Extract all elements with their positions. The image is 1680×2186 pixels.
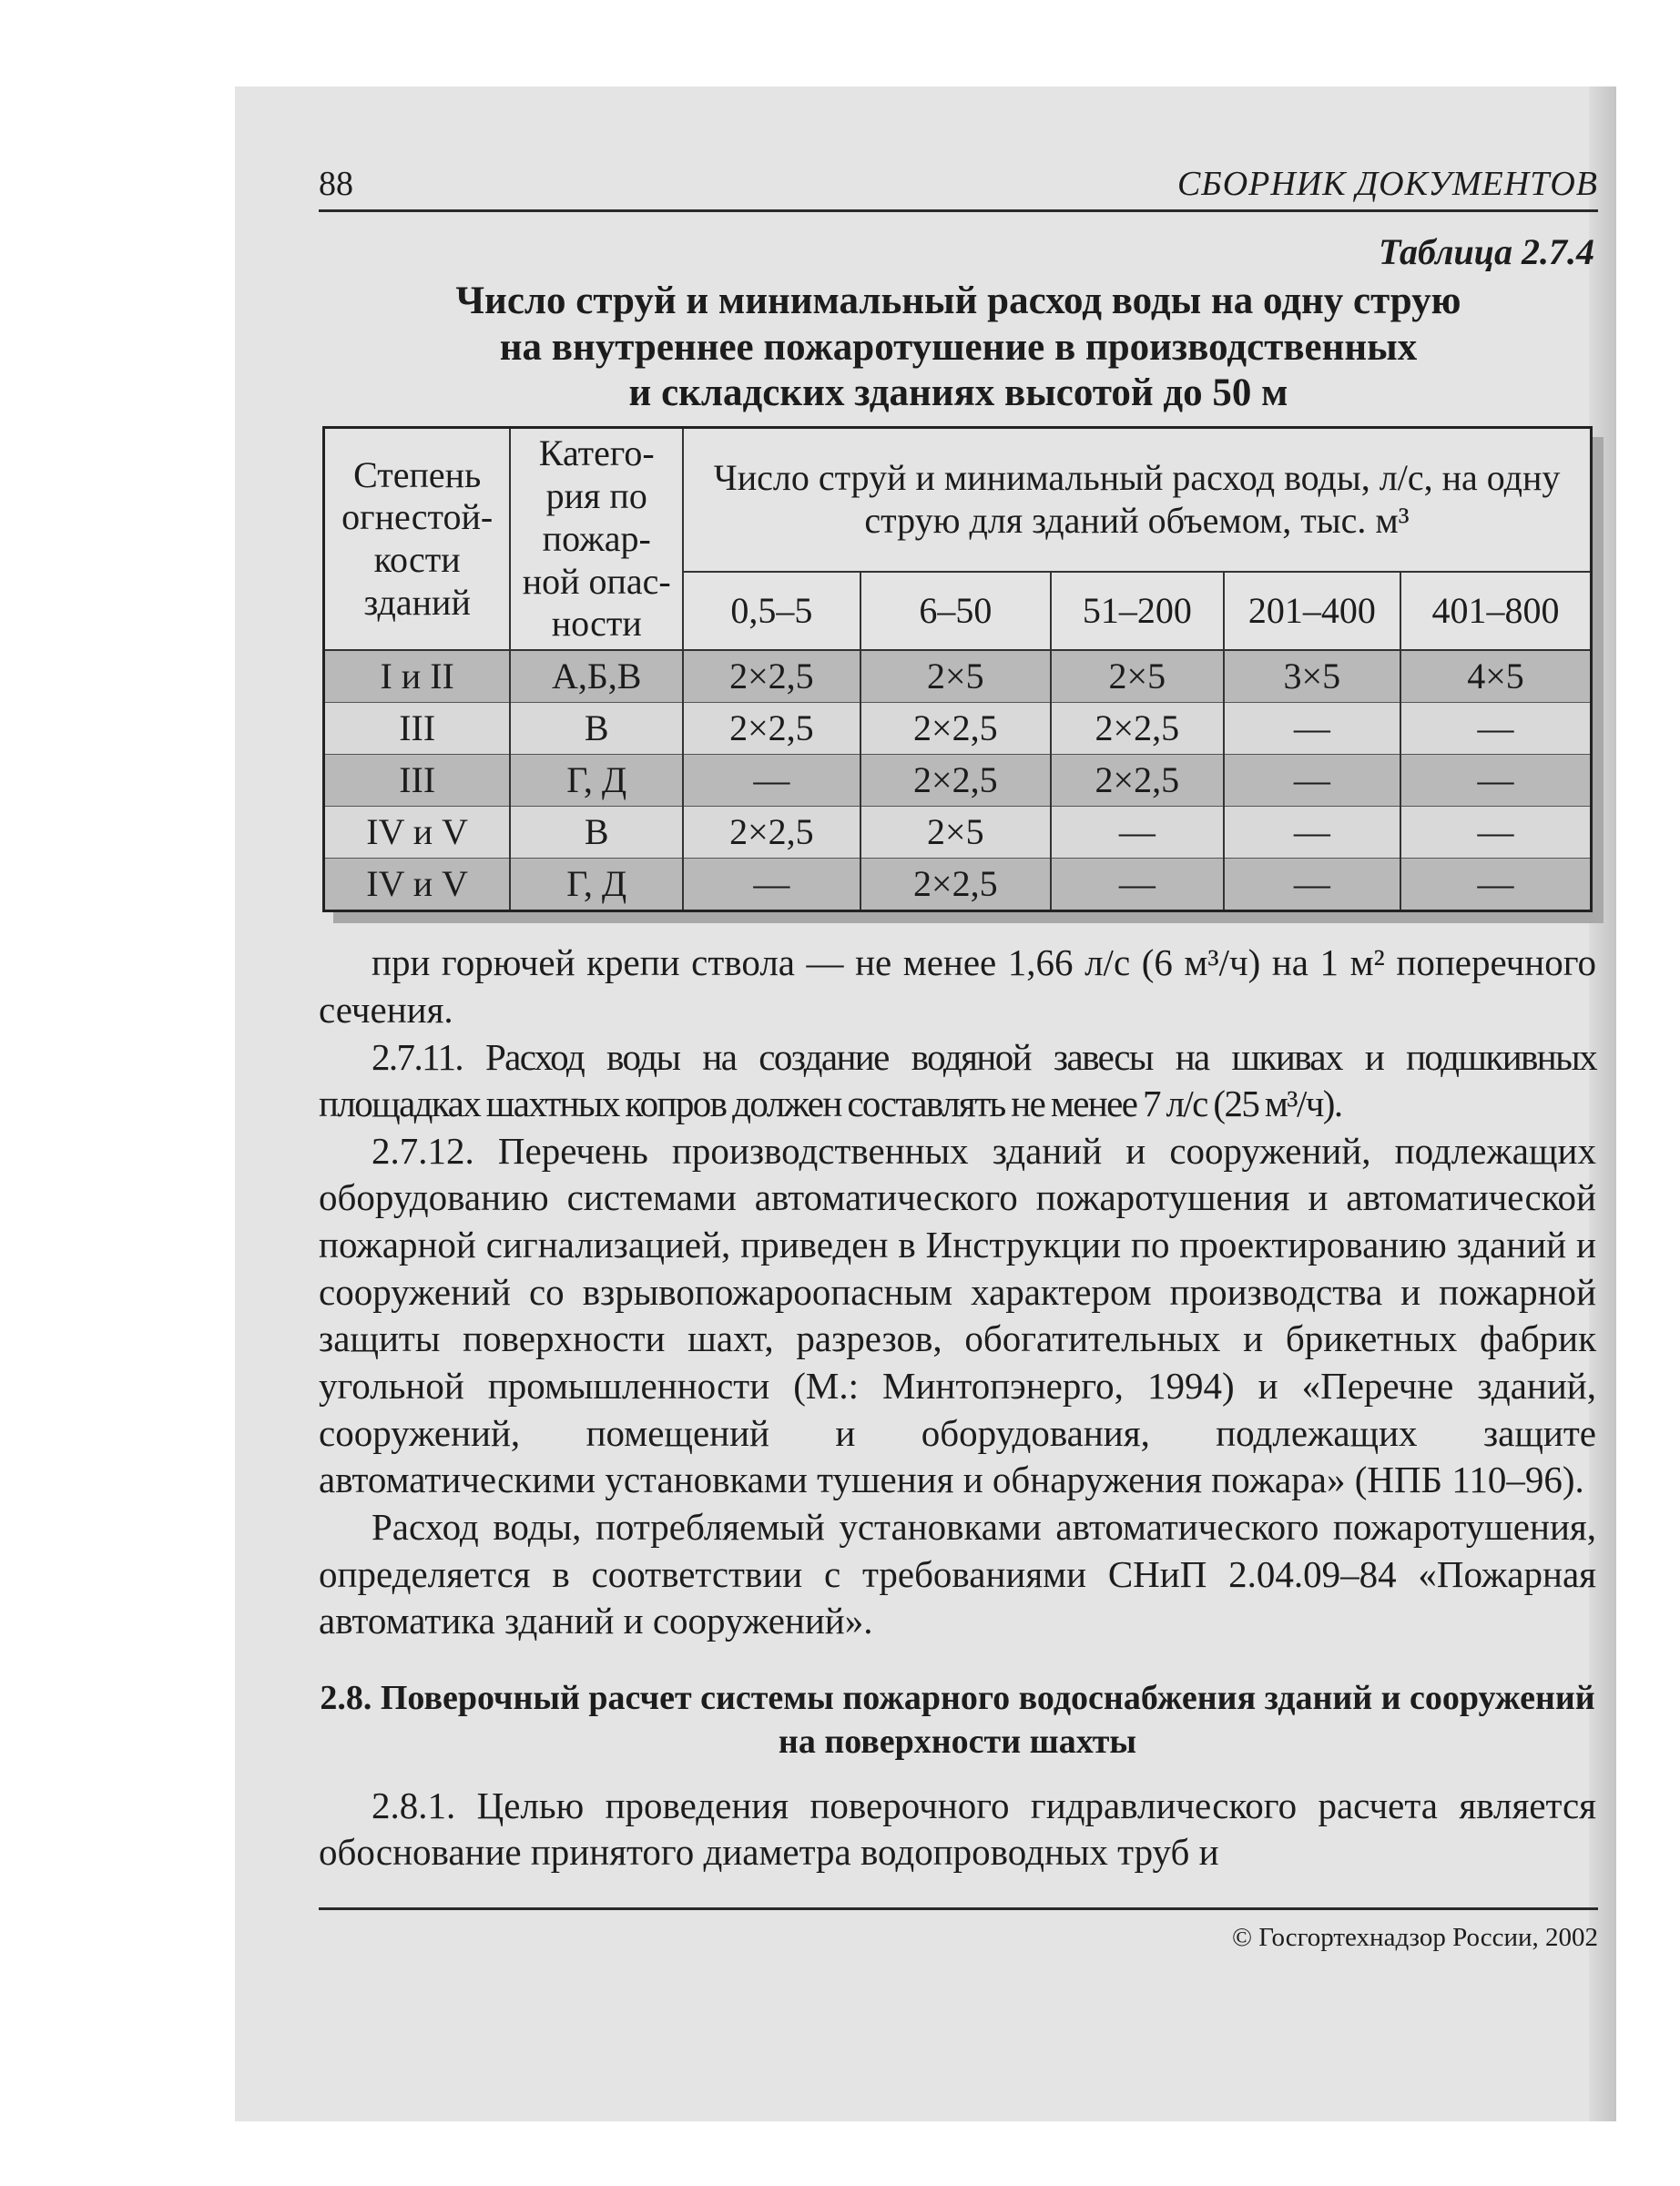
table-cell: Г, Д xyxy=(510,859,683,911)
table-cell: I и II xyxy=(324,650,511,703)
table-row xyxy=(324,755,1592,807)
table-row xyxy=(324,703,1592,755)
table-cell: — xyxy=(1400,703,1591,755)
table-cell: IV и V xyxy=(324,859,511,911)
table-cell: 2×5 xyxy=(1051,650,1224,703)
column-header-group: Число струй и минимальный расход воды, л/с, на одну струю для зданий объемом, тыс. м³ xyxy=(683,428,1591,572)
table-cell: В xyxy=(510,703,683,755)
table-number: Таблица 2.7.4 xyxy=(1379,231,1594,272)
table-cell: 2×2,5 xyxy=(860,703,1051,755)
document-page xyxy=(319,164,1598,1953)
table-cell: — xyxy=(1400,755,1591,807)
table-row xyxy=(324,650,1592,703)
copyright-notice: © Госгортехнадзор России, 2002 xyxy=(1232,1922,1598,1952)
column-header-volume: 6–50 xyxy=(860,572,1051,650)
column-header-category: Катего-рия по пожар-ной опас-ности xyxy=(510,428,683,650)
table-caption-line: и складских зданиях высотой до 50 м xyxy=(628,371,1288,415)
running-header xyxy=(319,164,1598,212)
table-cell: В xyxy=(510,807,683,859)
table-cell: — xyxy=(683,755,860,807)
paragraph: 2.8.1. Целью проведения поверочного гидравлического расчета является обоснование принятого диаметра водопроводных труб и xyxy=(319,1784,1596,1874)
table-caption-line: на внутреннее пожаротушение в производственных xyxy=(499,325,1418,369)
table-cell: 2×5 xyxy=(860,807,1051,859)
table-cell: 4×5 xyxy=(1400,650,1591,703)
table-cell: 2×2,5 xyxy=(1051,755,1224,807)
table-cell: 2×2,5 xyxy=(1051,703,1224,755)
table-cell: Г, Д xyxy=(510,755,683,807)
paragraph: при горючей крепи ствола — не менее 1,66 л/с (6 м³/ч) на 1 м² поперечного сечения. xyxy=(319,941,1596,1031)
table-cell: — xyxy=(1224,755,1400,807)
table-cell: IV и V xyxy=(324,807,511,859)
paragraph: 2.7.11. Расход воды на создание водяной завесы на шкивах и подшкивных площадках шахтных копров должен составлять не менее 7 л/с (25 м³/ч). xyxy=(319,1035,1596,1125)
table-cell: — xyxy=(1400,859,1591,911)
table-row xyxy=(324,807,1592,859)
table-cell: — xyxy=(1051,859,1224,911)
table-cell: 3×5 xyxy=(1224,650,1400,703)
column-header-volume: 51–200 xyxy=(1051,572,1224,650)
column-header-volume: 401–800 xyxy=(1400,572,1591,650)
column-header-fire-resistance: Степень огнестой-кости зданий xyxy=(324,428,511,650)
table-caption xyxy=(337,279,1580,417)
table-row xyxy=(324,859,1592,911)
table-cell: 2×2,5 xyxy=(860,755,1051,807)
column-header-volume: 0,5–5 xyxy=(683,572,860,650)
table-cell: III xyxy=(324,755,511,807)
table-cell: — xyxy=(1051,807,1224,859)
table-cell: 2×2,5 xyxy=(683,807,860,859)
table-cell: III xyxy=(324,703,511,755)
water-flow-table xyxy=(322,426,1593,912)
table-cell: А,Б,В xyxy=(510,650,683,703)
page-number: 88 xyxy=(319,165,353,203)
body-text xyxy=(319,940,1598,1876)
table-cell: 2×2,5 xyxy=(683,650,860,703)
table-cell: 2×2,5 xyxy=(683,703,860,755)
running-title: СБОРНИК ДОКУМЕНТОВ xyxy=(1176,165,1598,203)
table-cell: — xyxy=(683,859,860,911)
table-cell: 2×5 xyxy=(860,650,1051,703)
column-header-volume: 201–400 xyxy=(1224,572,1400,650)
table-cell: 2×2,5 xyxy=(860,859,1051,911)
section-heading: 2.8. Поверочный расчет системы пожарного водоснабжения зданий и сооружений на поверхности шахты xyxy=(320,1679,1595,1762)
table-cell: — xyxy=(1224,859,1400,911)
table-cell: — xyxy=(1224,807,1400,859)
table-caption-line: Число струй и минимальный расход воды на одну струю xyxy=(455,280,1461,322)
table-cell: — xyxy=(1400,807,1591,859)
paragraph: 2.7.12. Перечень производственных зданий и сооружений, подлежащих оборудованию системами автоматического пожаротушения и автоматической пожарной сигнализацией, приведен в Инструкции по проектированию зданий и сооружений со взрывопожароопасным характером производства и пожарной защиты поверхности шахт, разрезов, обогатительных и брикетных фабрик угольной промышленности (М.: Минтопэнерго, 1994) и «Перечне зданий, сооружений, помещений и оборудования, подлежащих защите автоматическими установками тушения и обнаружения пожара» (НПБ 110–96). xyxy=(319,1129,1596,1501)
footer-rule xyxy=(319,1907,1598,1910)
paragraph: Расход воды, потребляемый установками автоматического пожаротушения, определяется в соответствии с требованиями СНиП 2.04.09–84 «Пожарная автоматика зданий и сооружений». xyxy=(319,1506,1596,1642)
table-cell: — xyxy=(1224,703,1400,755)
